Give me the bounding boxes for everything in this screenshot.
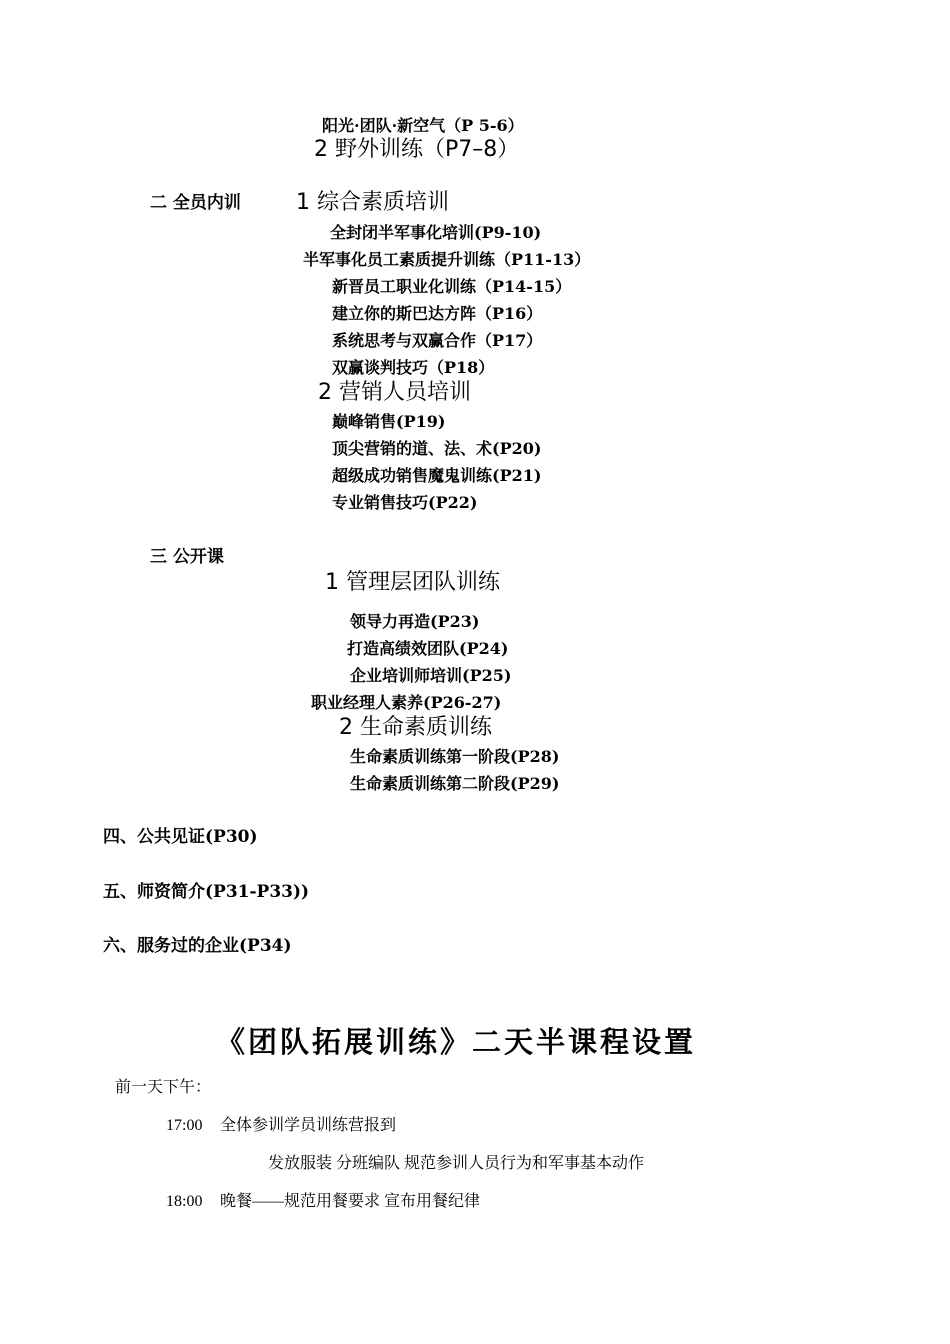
toc-line: 企业培训师培训(P25) xyxy=(350,666,512,685)
toc-line: 生命素质训练第一阶段(P28) xyxy=(350,747,560,766)
toc-subheading: 2 营销人员培训 xyxy=(318,380,471,405)
toc-line: 超级成功销售魔鬼训练(P21) xyxy=(332,466,542,485)
toc-subheading: 1 管理层团队训练 xyxy=(325,570,500,595)
toc-line: 领导力再造(P23) xyxy=(350,612,480,631)
toc-subheading: 2 生命素质训练 xyxy=(339,715,492,740)
section-heading: 五、师资简介(P31-P33)) xyxy=(103,882,310,902)
section-heading: 六、服务过的企业(P34) xyxy=(103,936,292,956)
toc-line: 双赢谈判技巧（P18） xyxy=(332,358,495,377)
toc-line: 巅峰销售(P19) xyxy=(332,412,446,431)
toc-line: 新晋员工职业化训练（P14-15） xyxy=(332,277,572,296)
schedule-item: 全体参训学员训练营报到 xyxy=(220,1117,397,1134)
schedule-detail: 发放服装 分班编队 规范参训人员行为和军事基本动作 xyxy=(268,1155,645,1172)
toc-line: 职业经理人素养(P26-27) xyxy=(311,693,502,712)
toc-line: 打造高绩效团队(P24) xyxy=(347,639,509,658)
toc-line: 生命素质训练第二阶段(P29) xyxy=(350,774,560,793)
toc-line: 系统思考与双赢合作（P17） xyxy=(332,331,543,350)
section-heading: 二 全员内训 xyxy=(150,193,241,213)
toc-line: 顶尖营销的道、法、术(P20) xyxy=(332,439,542,458)
section-heading: 三 公开课 xyxy=(150,547,224,567)
toc-line: 阳光·团队·新空气（P 5-6） xyxy=(322,116,524,135)
section-heading: 四、公共见证(P30) xyxy=(103,827,258,847)
day-label: 前一天下午： xyxy=(115,1079,212,1096)
course-title: 《团队拓展训练》二天半课程设置 xyxy=(216,1025,697,1059)
toc-line: 建立你的斯巴达方阵（P16） xyxy=(332,304,543,323)
toc-line: 专业销售技巧(P22) xyxy=(332,493,478,512)
toc-line: 半军事化员工素质提升训练（P11-13） xyxy=(303,250,591,269)
schedule-item: 晚餐——规范用餐要求 宣布用餐纪律 xyxy=(220,1193,481,1210)
toc-subheading: 1 综合素质培训 xyxy=(296,190,449,215)
schedule-time: 18:00 xyxy=(166,1193,203,1210)
toc-subheading: 2 野外训练（P7–8） xyxy=(314,137,520,162)
schedule-time: 17:00 xyxy=(166,1117,203,1134)
toc-line: 全封闭半军事化培训(P9-10) xyxy=(330,223,542,242)
